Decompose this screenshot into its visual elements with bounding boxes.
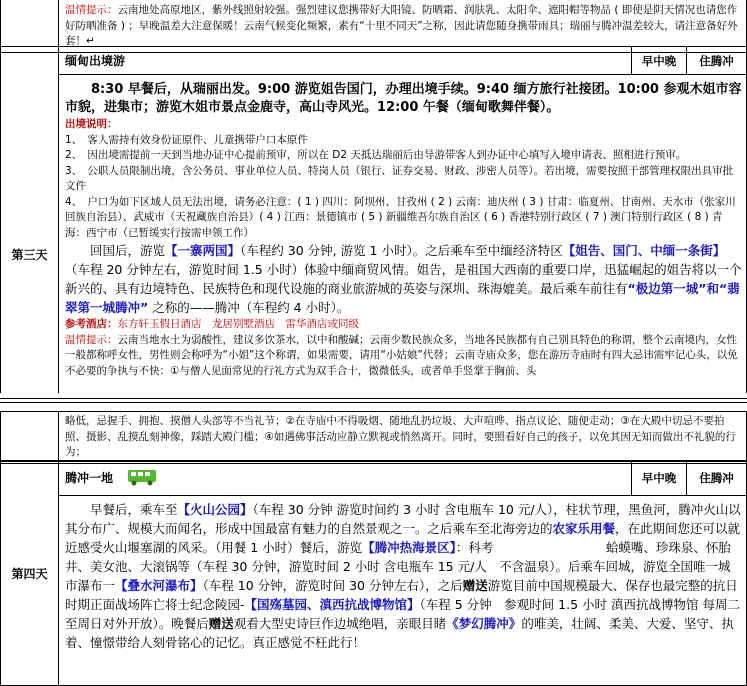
- exit-item-3: 3、 公职人员限制出境，含公务员、事业单位人员、特岗人员（银行、证券交易、财政、涉密人员等）。若出境，需要按照干部管理权限出具审批文件: [65, 164, 734, 192]
- d4-a: 早餐后，乘车至: [90, 502, 178, 517]
- tip-label: 温情提示：: [65, 333, 118, 346]
- d4-d: ：科考 蛤蟆嘴、珍珠泉、怀胎井、美女池、大滚锅等（车程 30 分钟，游览时间 2 小时 含电瓶车 15 元/人 不含温泉）。后乘车回城，游览全国唯一城市瀑布一: [65, 540, 731, 593]
- day4-stay: 住腾冲: [687, 461, 747, 496]
- tip-text: 云南当地水土为弱酸性，建议多饮茶水，以中和酸碱；云南少数民族众多，当地各民族都有自己别具特色的称谓，整个云南境内，女性一般都称呼女性，男性则会称呼为“小姐”这个称谓，如果需要，请用“小姑娘”代替；云南寺庙众多，您在游历寺庙时有四大忌讳需牢记心头，以免不必要的争执与不快：①与僧人见面常见的行礼方式为双手合十，微微低头，或者单手竖掌于胸前、头: [65, 333, 738, 377]
- day3-tip-continued: 略低，忌握手、拥抱、摸僧人头部等不当礼节；②在寺庙中不得吸烟、随地乱扔垃圾、大声喧哗、指点议论、随便走动；③在大殿中切忌不要拍照、摄影、乱摸乱刻神像，踩踏大殿门槛；④如遇佛事活动应静立默视或悄然离开。同时，要照看好自己的孩子，以免其因无知而做出不礼貌的行为；: [59, 412, 747, 464]
- guoshang-cemetery: 【国殇墓园、滇西抗战博物馆】: [244, 597, 420, 612]
- p1-text-d: 之称的——腾冲（车程约 4 小时）。: [148, 300, 350, 315]
- d4-gift-1: 赠送: [462, 578, 488, 593]
- day3-paragraph: [65, 241, 742, 317]
- day3-continued-table: [0, 411, 747, 464]
- jiegao-gate: 【姐告、国门、中缅一条街】: [562, 243, 726, 258]
- hot-sea-scenic-area: 【腾冲热海景区】: [362, 540, 456, 555]
- day4-title: 腾冲一地: [65, 470, 114, 485]
- hotel-text: 东方轩玉假日酒店 龙居别墅酒店 雷华酒店或同级: [117, 318, 359, 330]
- top-note-text: 云南地处高原地区，紫外线照射较强。强烈建议您携带好大阳镜、防晒霜、润肤乳、太阳伞、遮阳帽等物品 ( 即使是阴天情况也请您作好防晒准备 ) ；早晚温差大注意保暖！云南气候变化频繁，素有“十里不同天”之称，因此请您随身携带雨具；瑞丽与腾冲温差较大，请注意备好外套！: [65, 4, 738, 47]
- tengchong-slogan: “极边第一城”和“翡翠第一城腾冲”: [65, 281, 740, 315]
- top-note-label: 温情提示：: [65, 4, 118, 16]
- d4-e: （车程 10 分钟，游览时间 30 分钟左右），之后: [202, 578, 463, 593]
- exit-item-4: 4、 户口为如下区域人员无法出境，请务必注意：( 1 ) 四川：阿坝州、甘孜州 ( 2 ) 云南：迪庆州 ( 3 ) 甘肃：临夏州、甘南州、天水市（张家川回族自治县）、武威市（天祝藏族自治县）( 4 ) 江西：景德镇市 ( 5 ) 新疆维吾尔族自治区 ( 6 ) 香港特别行政区 ( 7 ) 澳门特别行政区 ( 8 ) 青海：西宁市（已暂缓实行按需申领工作）: [65, 195, 736, 239]
- dieshui-waterfall: 【叠水河瀑布】: [115, 578, 203, 593]
- day3-itinerary: 8:30 早餐后，从瑞丽出发。9:00 游览姐告国门，办理出境手续。9:40 缅方旅行社接团。10:00 参观木姐市容市貌，进集市；游览木姐市景点金鹿寺，高山寺风光。12:00 午餐（缅甸歌舞伴餐）。: [65, 82, 742, 115]
- d4-f: （车程 5 分钟 参观时间 1.5 小时 滇西抗战博物馆 每周二至周日对外开放）。晚餐后: [65, 597, 740, 631]
- day4-header: [59, 461, 632, 496]
- day4-content: [59, 496, 747, 686]
- day4-table: [0, 460, 747, 686]
- day3-stay: 住腾冲: [687, 47, 747, 75]
- p1-text: 回国后，游览: [90, 243, 166, 258]
- p1-text-b: （车程约 30 分钟, 游览 1 小时）。之后乘车至中缅经济特区: [240, 243, 563, 258]
- p1-text-c: （车程 20 分钟左右，游览时间 1.5 小时）体验中缅商贸风情。姐告，是祖国大西南的重要口岸，迅猛崛起的姐告将以一个新兴的、具有边境特色、民族特色和现代设施的商业旅游城的英姿与深圳、珠海媲美。最后乘车前往有: [65, 262, 742, 296]
- day3-label: 第三天: [1, 47, 59, 462]
- farm-meal: 农家乐用餐: [552, 521, 616, 536]
- top-note-table: [0, 0, 747, 53]
- d4-gift-2: 赠送: [208, 616, 234, 631]
- day4-label: 第四天: [1, 461, 59, 686]
- day3-exit-title: 出境说明：: [65, 118, 118, 130]
- d4-c: ，在此期间您还可以就近感受火山堰塞湖的风采。（用餐 1 小时）餐后，游览: [65, 521, 741, 555]
- one-village-two-countries: 【一寨两国】: [165, 243, 241, 258]
- d4-g: 的唯美，壮阔、柔美、大爱、坚守、执着、憧憬带给人刻骨铭心的记忆。真正感觉不枉此行！: [65, 616, 734, 650]
- day3-hotels: [65, 317, 742, 333]
- exit-item-1: 1、 客人需持有效身份证原件、儿童携带户口本原件: [65, 133, 308, 146]
- hotel-label: 参考酒店：: [65, 318, 118, 330]
- dream-tengchong-show: 《梦幻腾冲》: [446, 616, 522, 631]
- day4-paragraph: [65, 500, 742, 652]
- d4-f2: 观看大型史诗巨作边城绝唱，亲眼目睹: [233, 616, 447, 631]
- bus-icon: [127, 468, 157, 489]
- day3-tip: [65, 333, 742, 380]
- day3-title: 缅甸出境游: [59, 47, 632, 75]
- top-note: 温情提示：云南地处高原地区，紫外线照射较强。强烈建议您携带好大阳镜、防晒霜、润肤乳、太阳伞、遮阳帽等物品 ( 即使是阴天情况也请您作好防晒准备 ) ；早晚温差大注意保暖！云南气候变化频繁，素有“十里不同天”之称，因此请您随身携带雨具；瑞丽与腾冲温差较大，请注意备好外套！↵: [59, 0, 747, 52]
- d4-e2: 游览目前中国规模最大、保存也最完整的抗日时期正面战场阵亡将士纪念陵园-: [65, 578, 738, 612]
- d4-b: （车程 30 分钟 游览时间约 3 小时 含电瓶车 10 元/人），柱状节理，黑鱼河，腾冲火山以其分布广、规模大而闻名，形成中国最富有魅力的自然景观之一。之后乘车至北海旁边的: [65, 502, 741, 536]
- day3-meal: 早中晚: [632, 47, 687, 75]
- day4-meal: 早中晚: [632, 461, 687, 496]
- page-break: [0, 393, 747, 411]
- volcano-park: 【火山公园】: [177, 502, 253, 517]
- exit-item-2: 2、 因出境需提前一天到当地办证中心提前预审，所以在 D2 天抵达瑞丽后由导游带客人到办证中心填写入境申请表、照相进行预审。: [65, 149, 687, 161]
